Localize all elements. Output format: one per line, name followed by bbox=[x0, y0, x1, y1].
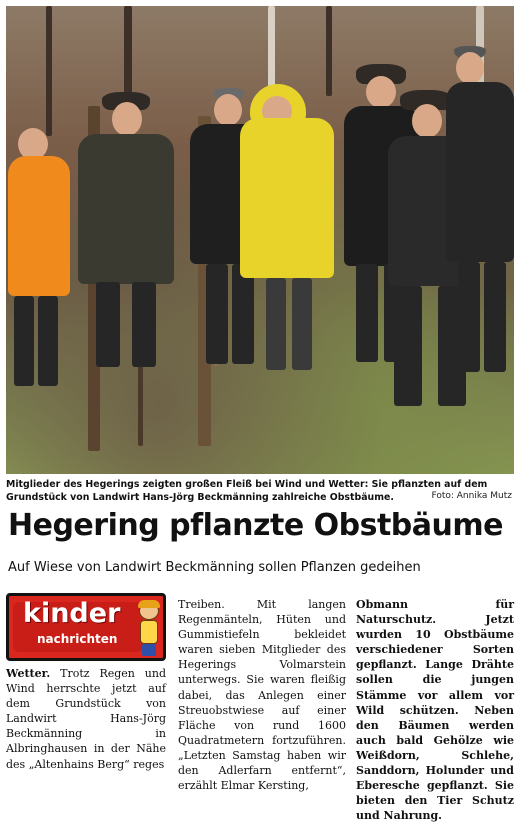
person-far-right bbox=[446, 46, 514, 376]
article-subheadline: Auf Wiese von Landwirt Beckmänning sollen Pflanzen gedeihen bbox=[8, 560, 421, 575]
kindernachrichten-logo bbox=[6, 593, 166, 661]
logo-word-kinder: kinder bbox=[23, 598, 121, 629]
person-dark-coat bbox=[72, 92, 182, 372]
photo-caption: Mitglieder des Hegerings zeigten großen Fleiß bei Wind und Wetter: Sie pflanzten auf dem Grundstück von Landwirt Hans-Jörg Beckmänning zahlreiche Obstbäume. bbox=[6, 479, 488, 503]
news-photo bbox=[6, 6, 514, 474]
article-headline: Hegering pflanzte Obstbäume bbox=[8, 508, 503, 543]
article-column-1-text: Trotz Regen und Wind herrschte jetzt auf dem Grundstück von Landwirt Hans-Jörg Beckmänning in Albringhausen in der Nähe des „Altenhains Berg“ reges bbox=[6, 667, 166, 771]
article-column-3: Obmann für Naturschutz. Jetzt wurden 10 Obstbäume verschiedener Sorten gepflanzt. Lange Drähte sollen die jungen Stämme vor allem vor Wild schützen. Neben den Bäumen werden auch bald Gehölze wie Weißdorn, Schlehe, Sanddorn, Holunder und Eberesche gepflanzt. Sie bieten den Tier Schutz und Nahrung. bbox=[356, 598, 514, 823]
person-yellow-raincoat bbox=[240, 84, 336, 374]
tree-trunk bbox=[326, 6, 332, 96]
person-orange-jacket bbox=[8, 128, 78, 388]
article-column-1 bbox=[6, 666, 166, 772]
article-column-2: Treiben. Mit langen Regenmänteln, Hüten und Gummistiefeln bekleidet waren sieben Mitglieder des Hegerings Volmarstein unterwegs. Sie waren fleißig dabei, das Anlegen einer Streuobstwiese auf einer Fläche von rund 1600 Quadratmetern fortzuführen. „Letzten Samstag haben wir den Adlerfarn entfernt“, erzählt Elmar Kersting, bbox=[178, 598, 346, 793]
logo-word-nachrichten: nachrichten bbox=[37, 632, 118, 646]
article-dateline: Wetter. bbox=[6, 667, 51, 680]
cartoon-kid-icon bbox=[137, 602, 161, 658]
tree-trunk bbox=[46, 6, 52, 136]
photo-credit: Foto: Annika Mutz bbox=[431, 491, 512, 501]
